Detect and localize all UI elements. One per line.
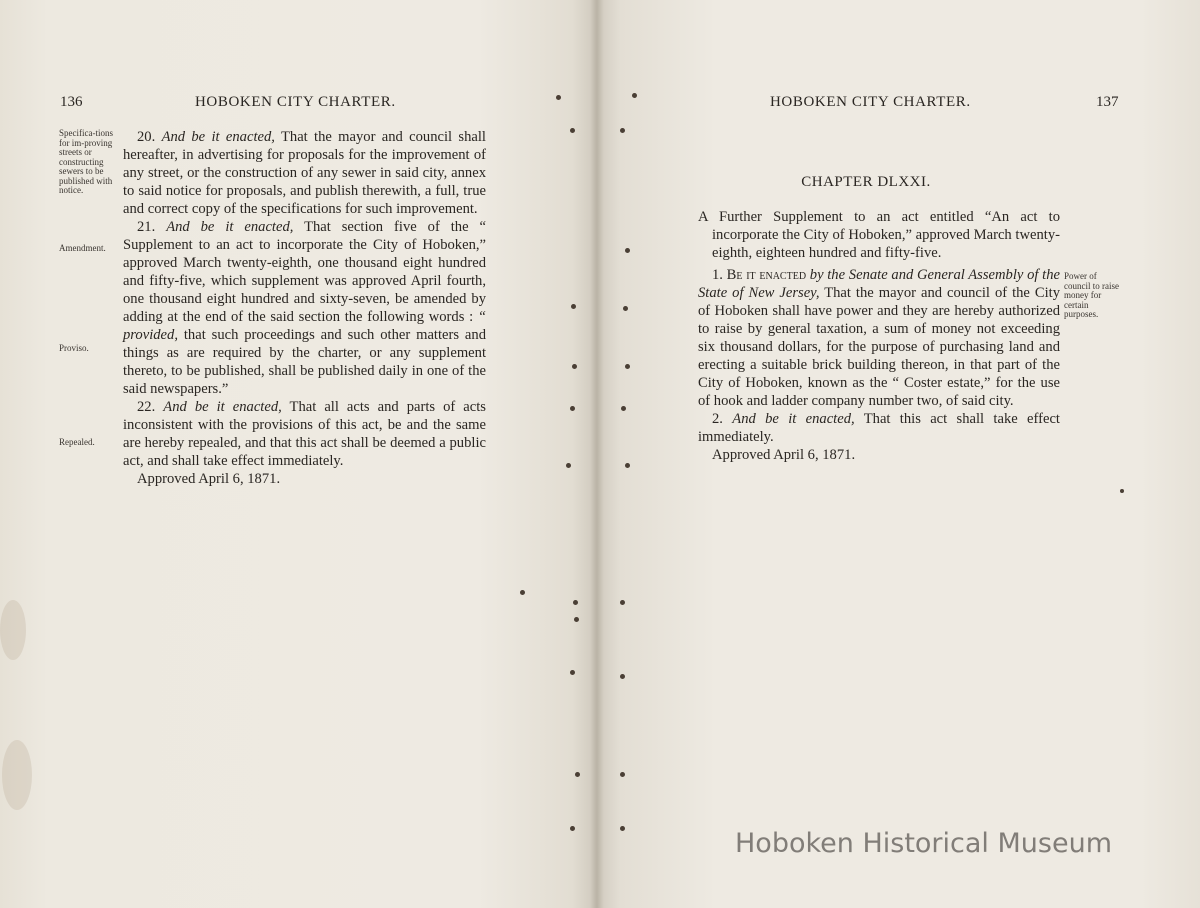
stitch-hole [625,463,630,468]
right-body [698,266,1060,464]
stitch-hole [1120,489,1124,493]
stitch-hole [573,600,578,605]
page-number: 137 [1096,94,1119,110]
stitch-hole [621,406,626,411]
act-title: A Further Supplement to an act entitled “An act to incorporate the City of Hoboken,” approved March twenty-eighth, eighteen hundred and fifty-five. [698,209,1060,261]
stitch-hole [566,463,571,468]
stitch-hole [570,826,575,831]
margin-note-repealed: Repealed. [59,437,95,447]
stitch-hole [556,95,561,100]
margin-note-power-of-council: Power of council to raise money for certain purposes. [1064,271,1119,319]
stitch-hole [570,128,575,133]
section-21: 21. And be it enacted, That section five of the “ Supplement to an act to incorporate the City of Hoboken,” approved March twenty-eighth, one thousand eight hundred and fifty-five, which supplement was approved April fourth, one thousand eight hundred and sixty-seven, be amended by adding at the end of the said section the following words : “ provided, that such proceedings and such other matters and things as are required by the charter, or any supplement thereto, to be published, shall be published daily in one of the said newspapers.” [123,219,486,397]
stitch-hole [572,364,577,369]
chapter-heading: CHAPTER DLXXI. [801,174,931,190]
stitch-hole [625,364,630,369]
running-head: HOBOKEN CITY CHARTER. [770,94,971,110]
left-page [0,0,596,908]
stitch-hole [575,772,580,777]
margin-note-amendment: Amendment. [59,243,106,253]
stitch-hole [623,306,628,311]
stitch-hole [620,772,625,777]
paper-stain [2,740,32,810]
section-2: 2. And be it enacted, That this act shall take effect immediately. [698,411,1060,445]
book-gutter [590,0,604,908]
approved-date: Approved April 6, 1871. [712,447,856,463]
section-22: 22. And be it enacted, That all acts and parts of acts inconsistent with the provisions of this act, be and the same are hereby repealed, and that this act shall be deemed a public act, and shall take effect immediately. [123,399,486,469]
museum-watermark: Hoboken Historical Museum [735,828,1113,859]
margin-note-specifications: Specifica-tions for im-proving streets or constructing sewers to be published with notice. [59,128,113,195]
running-head: HOBOKEN CITY CHARTER. [195,94,396,110]
paper-stain [0,600,26,660]
stitch-hole [620,600,625,605]
stitch-hole [571,304,576,309]
stitch-hole [625,248,630,253]
approved-date: Approved April 6, 1871. [137,471,281,487]
page-number: 136 [60,94,83,110]
stitch-hole [620,826,625,831]
section-1: 1. Be it enacted by the Senate and General Assembly of the State of New Jersey, That the mayor and council of the City of Hoboken shall have power and they are hereby authorized to raise by general taxation, a sum of money not exceeding six thousand dollars, for the purpose of purchasing land and erecting a suitable brick building thereon, in that part of the City of Hoboken, known as the “ Coster estate,” for the use of hook and ladder company number two, of said city. [698,267,1061,409]
margin-note-proviso: Proviso. [59,343,89,353]
stitch-hole [620,674,625,679]
stitch-hole [570,406,575,411]
section-20: 20. And be it enacted, That the mayor and council shall hereafter, in advertising for proposals for the improvement of any street, or the construction of any sewer in said city, annex to said notice for proposals, and publish therewith, a full, true and correct copy of the specifications for such improvement. [123,129,486,217]
stitch-hole [574,617,579,622]
left-body [123,128,486,488]
stitch-hole [570,670,575,675]
stitch-hole [520,590,525,595]
stitch-hole [632,93,637,98]
stitch-hole [620,128,625,133]
